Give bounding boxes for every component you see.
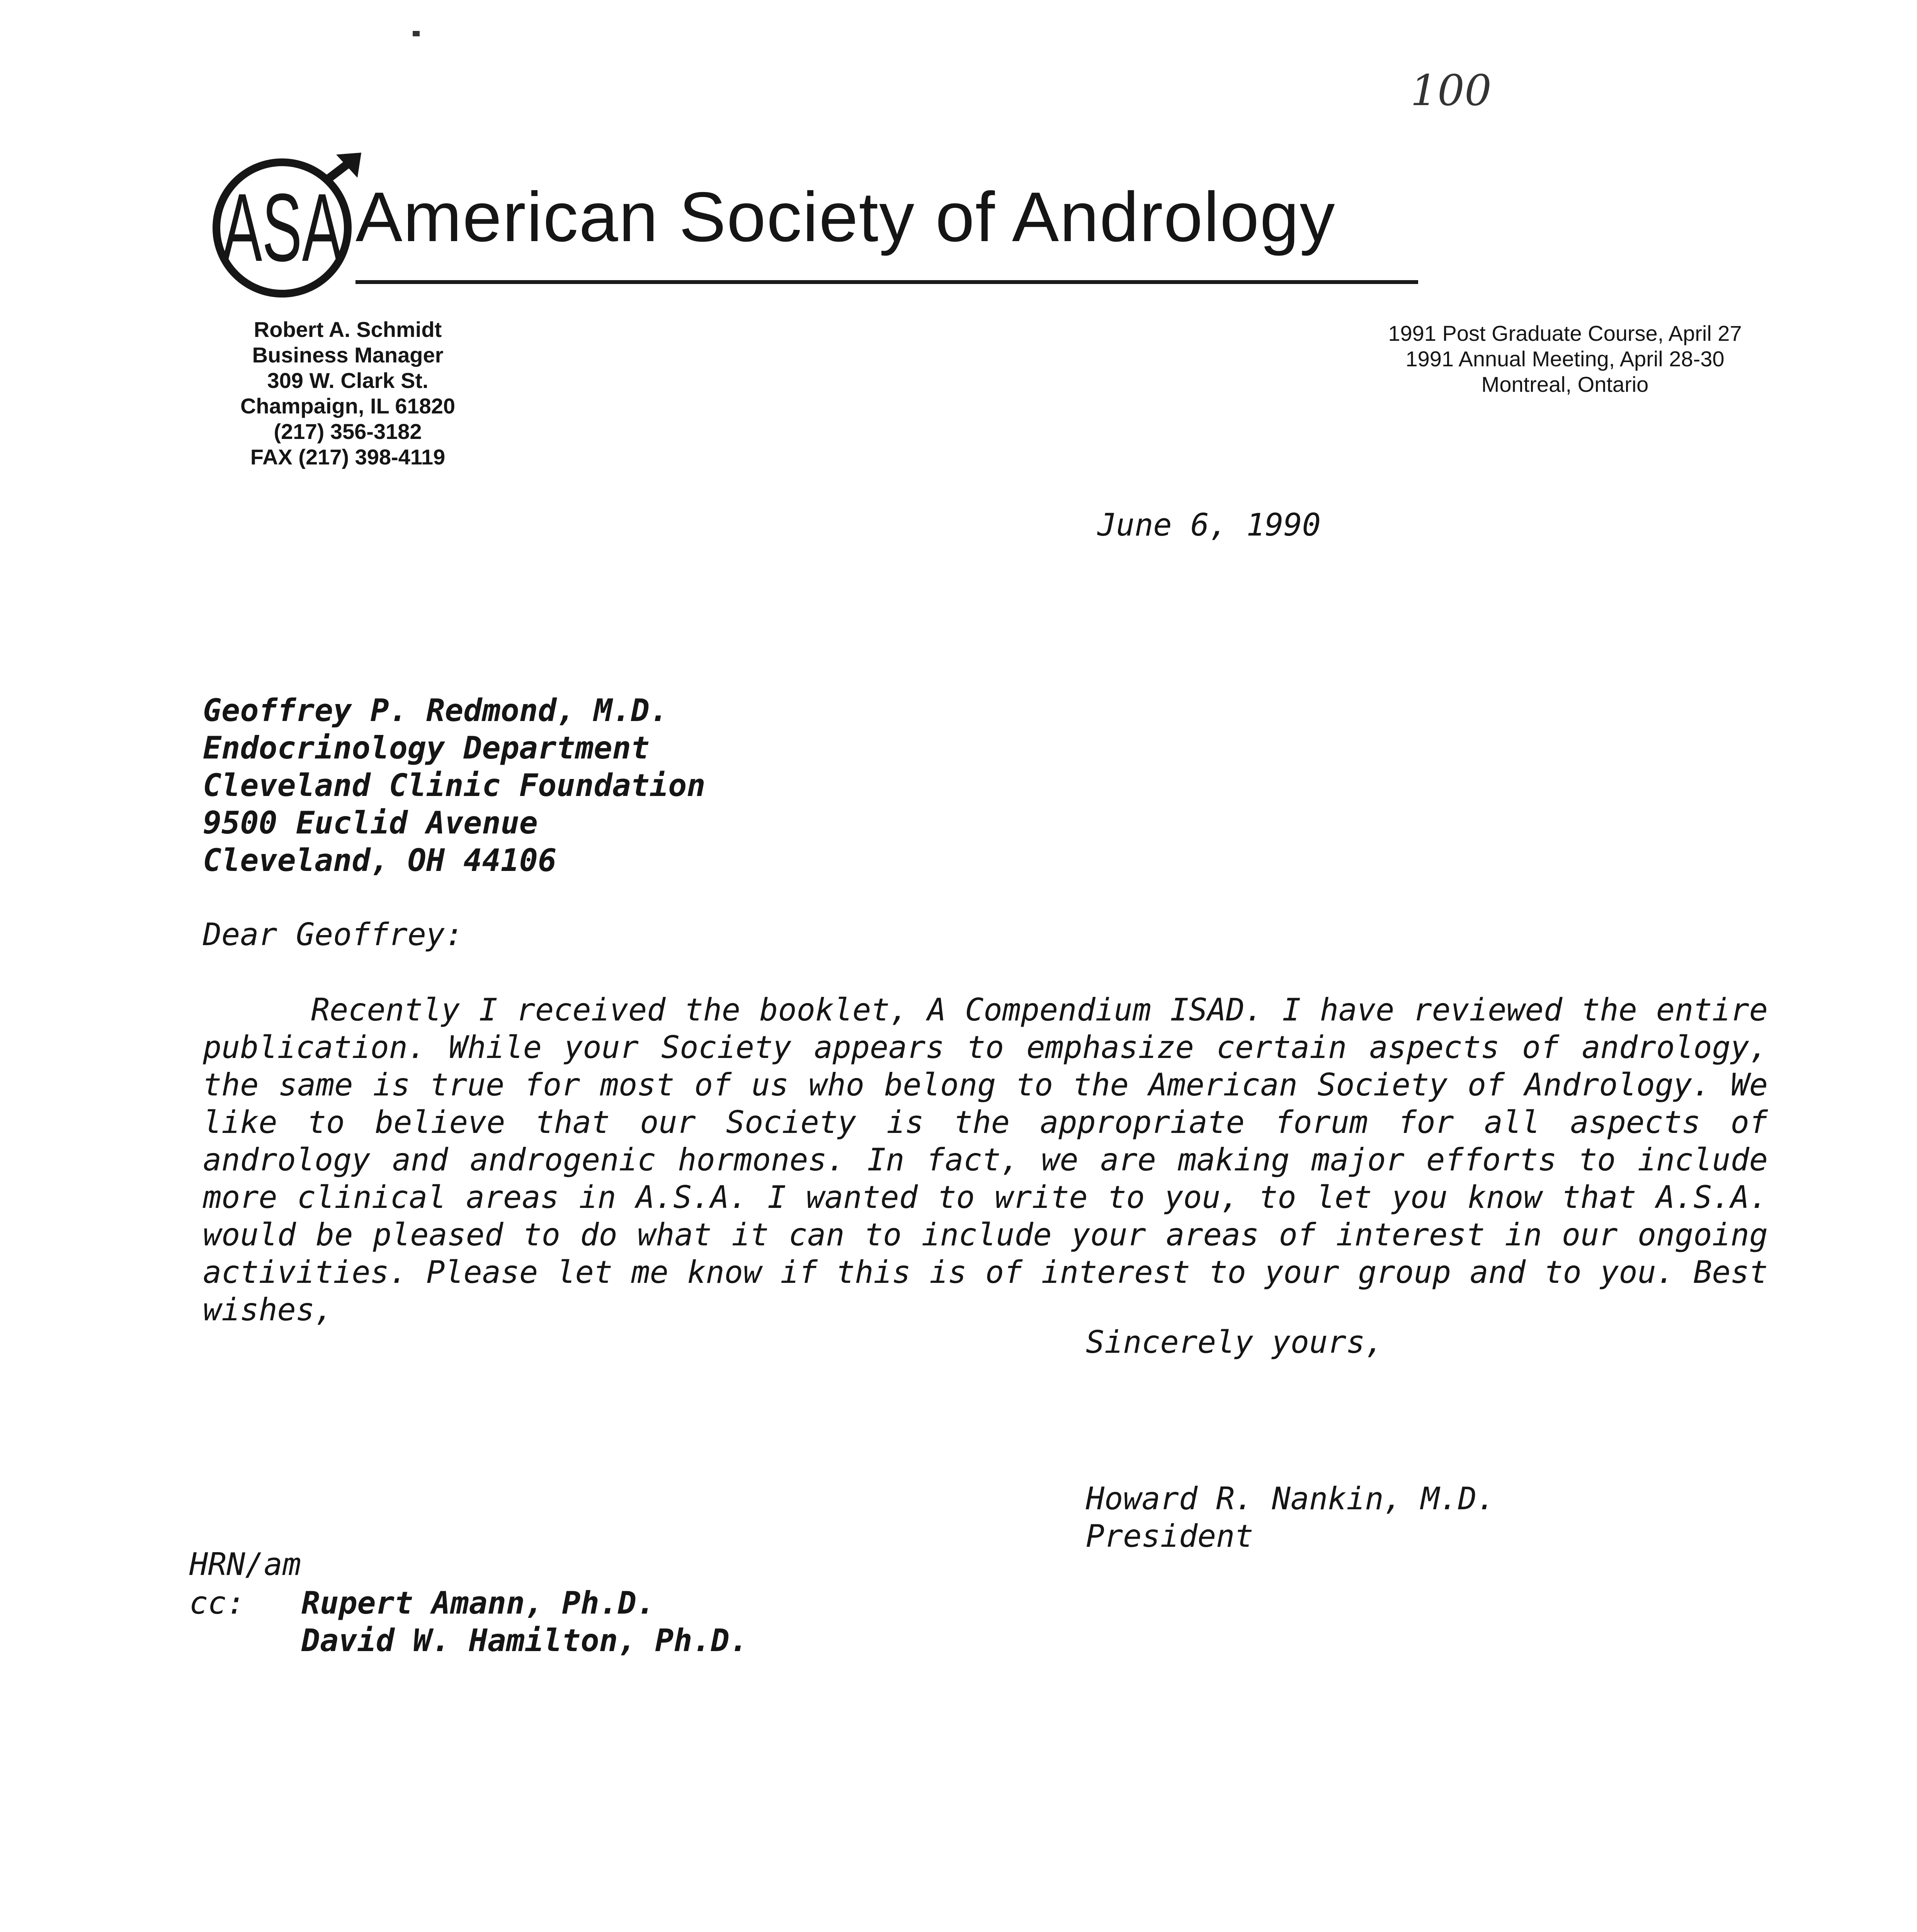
meeting-line: 1991 Post Graduate Course, April 27	[1388, 321, 1742, 345]
scan-speck	[413, 31, 420, 36]
cc-list	[301, 1584, 748, 1659]
sender-line: (217) 356-3182	[274, 419, 422, 444]
cc-label: cc:	[189, 1585, 245, 1621]
letterhead-rule	[356, 280, 1418, 284]
salutation: Dear Geoffrey:	[203, 917, 464, 952]
sender-line: Business Manager	[252, 343, 444, 367]
closing: Sincerely yours,	[1086, 1324, 1384, 1360]
sender-line: FAX (217) 398-4119	[250, 445, 446, 469]
typist-initials: HRN/am	[189, 1546, 301, 1582]
page-number: 100	[1410, 66, 1492, 115]
letter-date: June 6, 1990	[1097, 507, 1321, 543]
meeting-line: Montreal, Ontario	[1481, 372, 1649, 396]
cc-name: David W. Hamilton, Ph.D.	[301, 1622, 748, 1658]
asa-logo	[205, 147, 367, 301]
meeting-line: 1991 Annual Meeting, April 28-30	[1405, 347, 1725, 371]
sender-line: 309 W. Clark St.	[267, 368, 429, 393]
address-line: Geoffrey P. Redmond, M.D.	[203, 692, 668, 728]
org-name: American Society of Andrology	[356, 177, 1336, 256]
signer-title: President	[1086, 1518, 1254, 1554]
sender-line: Champaign, IL 61820	[240, 394, 456, 418]
address-line: Endocrinology Department	[203, 730, 650, 766]
cc-name: Rupert Amann, Ph.D.	[301, 1585, 655, 1621]
signature-block	[1086, 1480, 1495, 1555]
address-line: 9500 Euclid Avenue	[203, 805, 538, 841]
sender-block	[182, 317, 514, 470]
letter-body: Recently I received the booklet, A Compendium ISAD. I have reviewed the entire publication. While your Society appears to emphasize certain aspects of andrology, the same is true for most of us who belong to the American Society of Andrology. We like to believe that our Society is the appropriate forum for all aspects of andrology and androgenic hormones. In fact, we are making major efforts to include more clinical areas in A.S.A. I wanted to write to you, to let you know that A.S.A. would be pleased to do what it can to include your areas of interest in our ongoing activities. Please let me know if this is of interest to your group and to you. Best wishes,	[203, 992, 1768, 1328]
address-line: Cleveland, OH 44106	[203, 842, 557, 878]
sender-line: Robert A. Schmidt	[253, 317, 442, 342]
meeting-block	[1314, 321, 1816, 397]
address-line: Cleveland Clinic Foundation	[203, 767, 706, 803]
signer-name: Howard R. Nankin, M.D.	[1086, 1481, 1495, 1517]
recipient-address	[203, 692, 705, 879]
logo-text: ASA	[222, 173, 342, 281]
